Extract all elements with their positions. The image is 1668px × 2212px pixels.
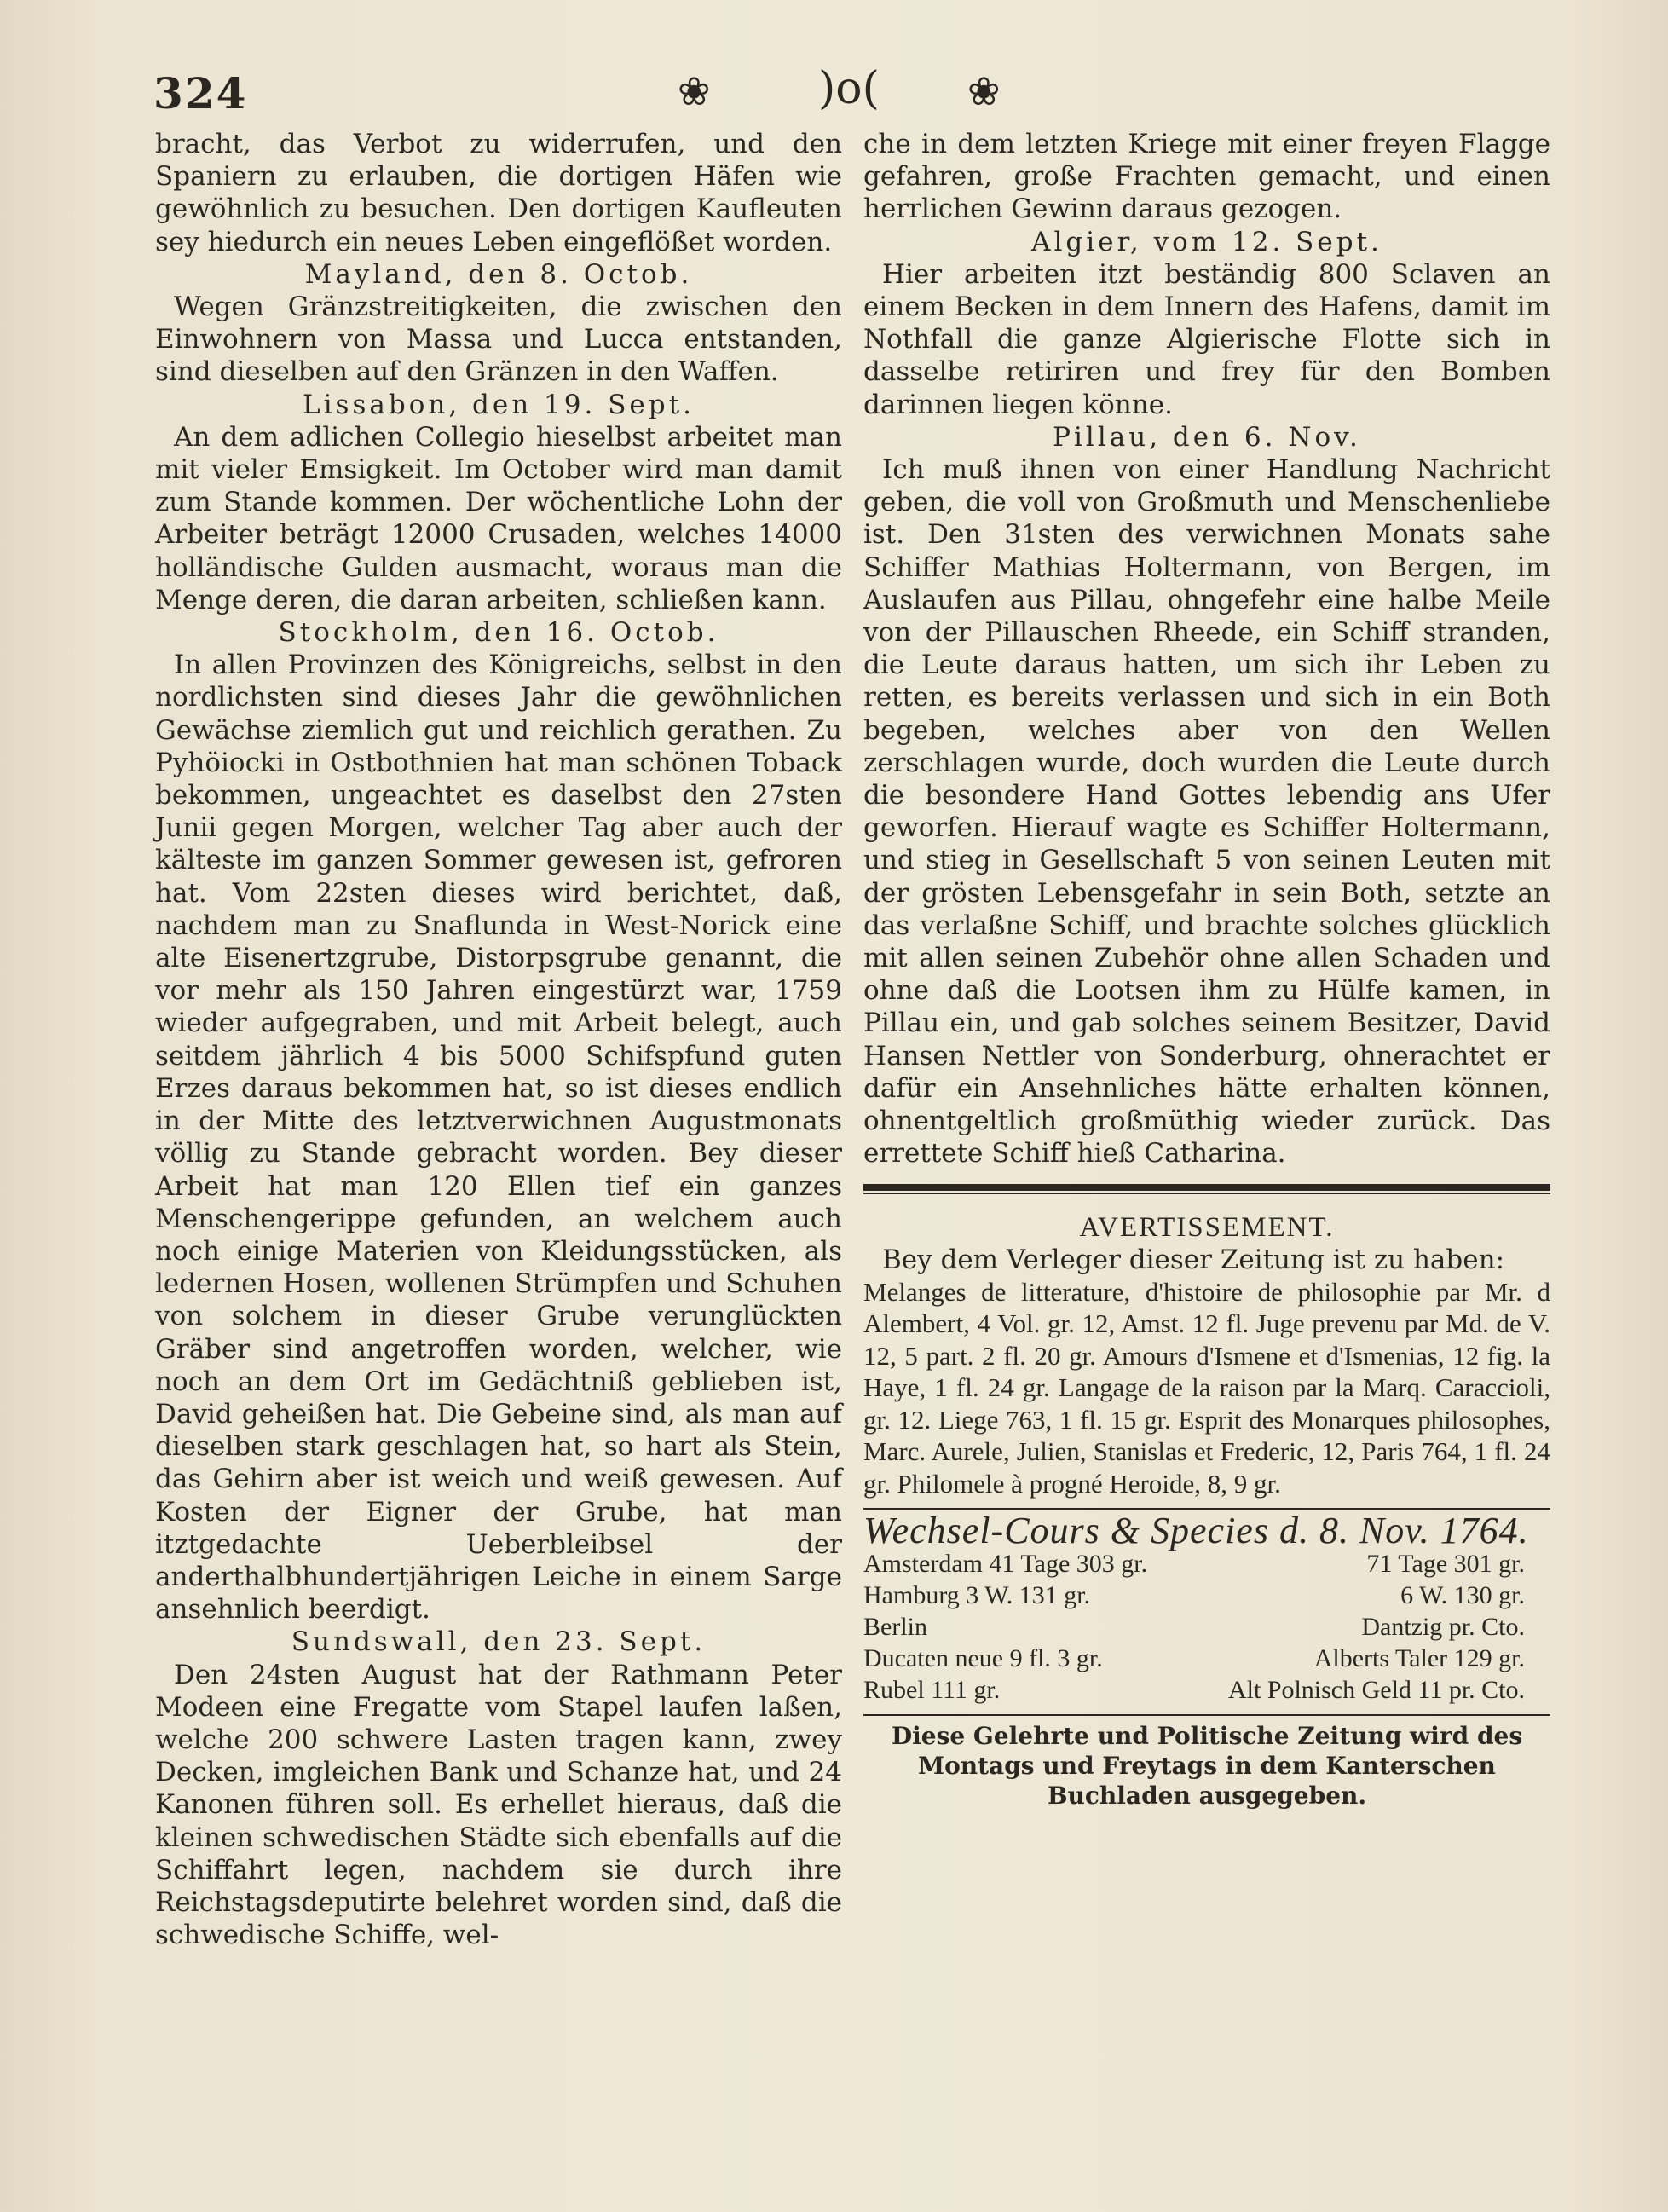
article-paragraph: Den 24sten August hat der Rathmann Peter Modeen eine Fregatte vom Stapel laufen laßen, welche 200 schwere Lasten tragen kann, zwey Decken, imgleichen Bank und Schanze hat, und 24 Kanonen führen soll. Es erhellet hieraus, daß die kleinen schwedischen Städte sich ebenfalls auf die Schiffahrt legen, nachdem sie durch ihre Reichstagsdeputirte belehret worden sind, daß die schwedische Schiffe, wel- <box>155 1659 842 1951</box>
exchange-rates-table <box>863 1548 1550 1706</box>
rate-row <box>863 1643 1550 1674</box>
article-paragraph: Wegen Gränzstreitigkeiten, die zwischen den Einwohnern von Massa und Lucca entstanden, sind dieselben auf den Gränzen in den Waffen. <box>155 292 842 388</box>
dateline: Mayland, den 8. Octob. <box>304 258 693 290</box>
page-number: 324 <box>153 68 248 118</box>
dateline: Pillau, den 6. Nov. <box>1053 421 1361 453</box>
dateline: Algier, vom 12. Sept. <box>1031 226 1382 257</box>
article-paragraph: che in dem letzten Kriege mit einer freyen Flagge gefahren, große Frachten gemacht, und einen herrlichen Gewinn daraus gezogen. <box>863 129 1550 225</box>
dateline: Stockholm, den 16. Octob. <box>278 617 719 649</box>
rate-row <box>863 1611 1550 1643</box>
article-paragraph: An dem adlichen Collegio hieselbst arbeitet man mit vieler Emsigkeit. Im October wird man damit zum Stande kommen. Der wöchentliche Lohn der Arbeiter beträgt 12000 Crusaden, welches 14000 holländische Gulden ausmacht, woraus man die Menge deren, die daran arbeiten, schließen kann. <box>155 421 842 615</box>
left-column <box>155 128 842 1951</box>
rate-left: Rubel 111 gr. <box>863 1675 1001 1704</box>
article-paragraph: bracht, das Verbot zu widerrufen, und den Spaniern zu erlauben, die dortigen Häfen wie gewöhnlich zu besuchen. Den dortigen Kaufleuten sey hiedurch ein neues Leben eingeflößet worden. <box>155 129 842 257</box>
rule-divider <box>863 1714 1550 1716</box>
advertisement-text: Melanges de litterature, d'histoire de philosophie par Mr. d Alembert, 4 Vol. gr. 12, Amst. 12 fl. Juge prevenu par Md. de V. 12, 5 part. 2 fl. 20 gr. Amours d'Ismene et d'Ismenias, 12 fig. la Haye, 1 fl. 24 gr. Langage de la raison par la Marq. Caraccioli, gr. 12. Liege 763, 1 fl. 15 gr. Esprit des Monarques philosophes, Marc. Aurele, Julien, Stanislas et Frederic, 12, Paris 764, 1 fl. 24 gr. Philomele à progné Heroide, 8, 9 gr. <box>863 1276 1550 1499</box>
rate-row <box>863 1548 1550 1580</box>
article-paragraph: In allen Provinzen des Königreichs, selbst in den nordlichsten sind dieses Jahr die gewöhnlichen Gewächse ziemlich gut und reichlich gerathen. Zu Pyhöiocki in Ostbothnien hat man schönen Toback bekommen, ungeachtet es daselbst den 27sten Junii gegen Morgen, welcher Tag aber auch der kälteste im ganzen Sommer gewesen ist, gefroren hat. Vom 22sten dieses wird berichtet, daß, nachdem man zu Snaflunda in West-Norick eine alte Eisenertzgrube, Distorpsgrube genannt, die vor mehr als 150 Jahren eingestürzt war, 1759 wieder aufgegraben, und mit Arbeit belegt, auch seitdem jährlich 4 bis 5000 Schifspfund guten Erzes daraus bekommen hat, so ist dieses endlich in der Mitte des letztverwichnen Augustmonats völlig zu Stande gebracht worden. Bey dieser Arbeit hat man 120 Ellen tief ein ganzes Menschengerippe gefunden, an welchem auch noch einige Materien von Kleidungsstücken, als ledernen Hosen, wollenen Strümpfen und Schuhen von solchem in dieser Grube verunglückten Gräber sind angetroffen worden, welcher, wie noch an dem Ort im Gedächtniß geblieben ist, David geheißen hat. Die Gebeine sind, als man auf dieselben stark geschlagen hat, so hart als Stein, das Gehirn aber ist weich und weiß gewesen. Auf Kosten der Eigner der Grube, hat man itztgedachte Ueberbleibsel der anderthalbhundertjährigen Leiche in einem Sarge ansehnlich beerdigt. <box>155 650 842 1626</box>
dateline: Lissabon, den 19. Sept. <box>303 389 695 420</box>
advertisement-lead: Bey dem Verleger dieser Zeitung ist zu haben: <box>882 1244 1505 1275</box>
rate-right: 6 W. 130 gr. <box>1400 1580 1525 1609</box>
rate-left: Berlin <box>863 1612 927 1641</box>
rate-right: Dantzig pr. Cto. <box>1361 1612 1525 1641</box>
rate-row <box>863 1674 1550 1706</box>
dateline: Sundswall, den 23. Sept. <box>291 1626 707 1658</box>
exchange-rates-title: Wechsel-Cours & Species d. 8. Nov. 1764. <box>863 1510 1529 1552</box>
rate-left: Ducaten neue 9 fl. 3 gr. <box>863 1643 1103 1672</box>
advertisement-title: AVERTISSEMENT. <box>1079 1211 1335 1243</box>
rate-right: Alberts Taler 129 gr. <box>1313 1643 1525 1672</box>
flower-ornament-icon: ❀ <box>678 68 711 114</box>
flower-ornament-icon: ❀ <box>967 68 1001 114</box>
page-header <box>153 63 1551 128</box>
rate-left: Hamburg 3 W. 131 gr. <box>863 1580 1091 1609</box>
rate-right: 71 Tage 301 gr. <box>1366 1549 1525 1578</box>
article-paragraph: Ich muß ihnen von einer Handlung Nachricht geben, die voll von Großmuth und Menschenliebe ist. Den 31sten des verwichnen Monats sahe Schiffer Mathias Holtermann, von Bergen, im Auslaufen aus Pillau, ohngefehr eine halbe Meile von der Pillauschen Rheede, ein Schiff stranden, die Leute daraus hatten, um sich ihr Leben zu retten, es bereits verlassen und sich in ein Both begeben, welches aber von den Wellen zerschlagen wurde, doch wurden die Leute durch die besondere Hand Gottes lebendig ans Ufer geworfen. Hierauf wagte es Schiffer Holtermann, und stieg in Gesellschaft 5 von seinen Leuten mit der grösten Lebensgefahr in sein Both, setzte an das verlaßne Schiff, und brachte solches glücklich mit allen seinen Zubehör ohne allen Schaden und ohne daß die Lootsen ihm zu Hülfe kamen, in Pillau ein, und gab solches seinem Besitzer, David Hansen Nettler von Sonderburg, ohnerachtet er dafür ein Ansehnliches hätte erhalten können, ohnentgeltlich großmüthig wieder zurück. Das errettete Schiff hieß Catharina. <box>863 454 1550 1170</box>
rate-row <box>863 1580 1550 1611</box>
publication-note: Diese Gelehrte und Politische Zeitung wird des Montags und Freytags in dem Kanterschen Buchladen ausgegeben. <box>891 1721 1523 1810</box>
article-paragraph: Hier arbeiten itzt beständig 800 Sclaven an einem Becken in dem Innern des Hafens, damit im Nothfall die ganze Algierische Flotte sich in dasselbe retiriren und frey für den Bomben darinnen liegen könne. <box>863 258 1550 420</box>
right-column <box>863 128 1550 1811</box>
rate-right: Alt Polnisch Geld 11 pr. Cto. <box>1227 1675 1525 1704</box>
rate-left: Amsterdam 41 Tage 303 gr. <box>863 1549 1148 1578</box>
center-ornament-icon: )o( <box>818 63 880 114</box>
double-rule-divider <box>863 1182 1550 1196</box>
